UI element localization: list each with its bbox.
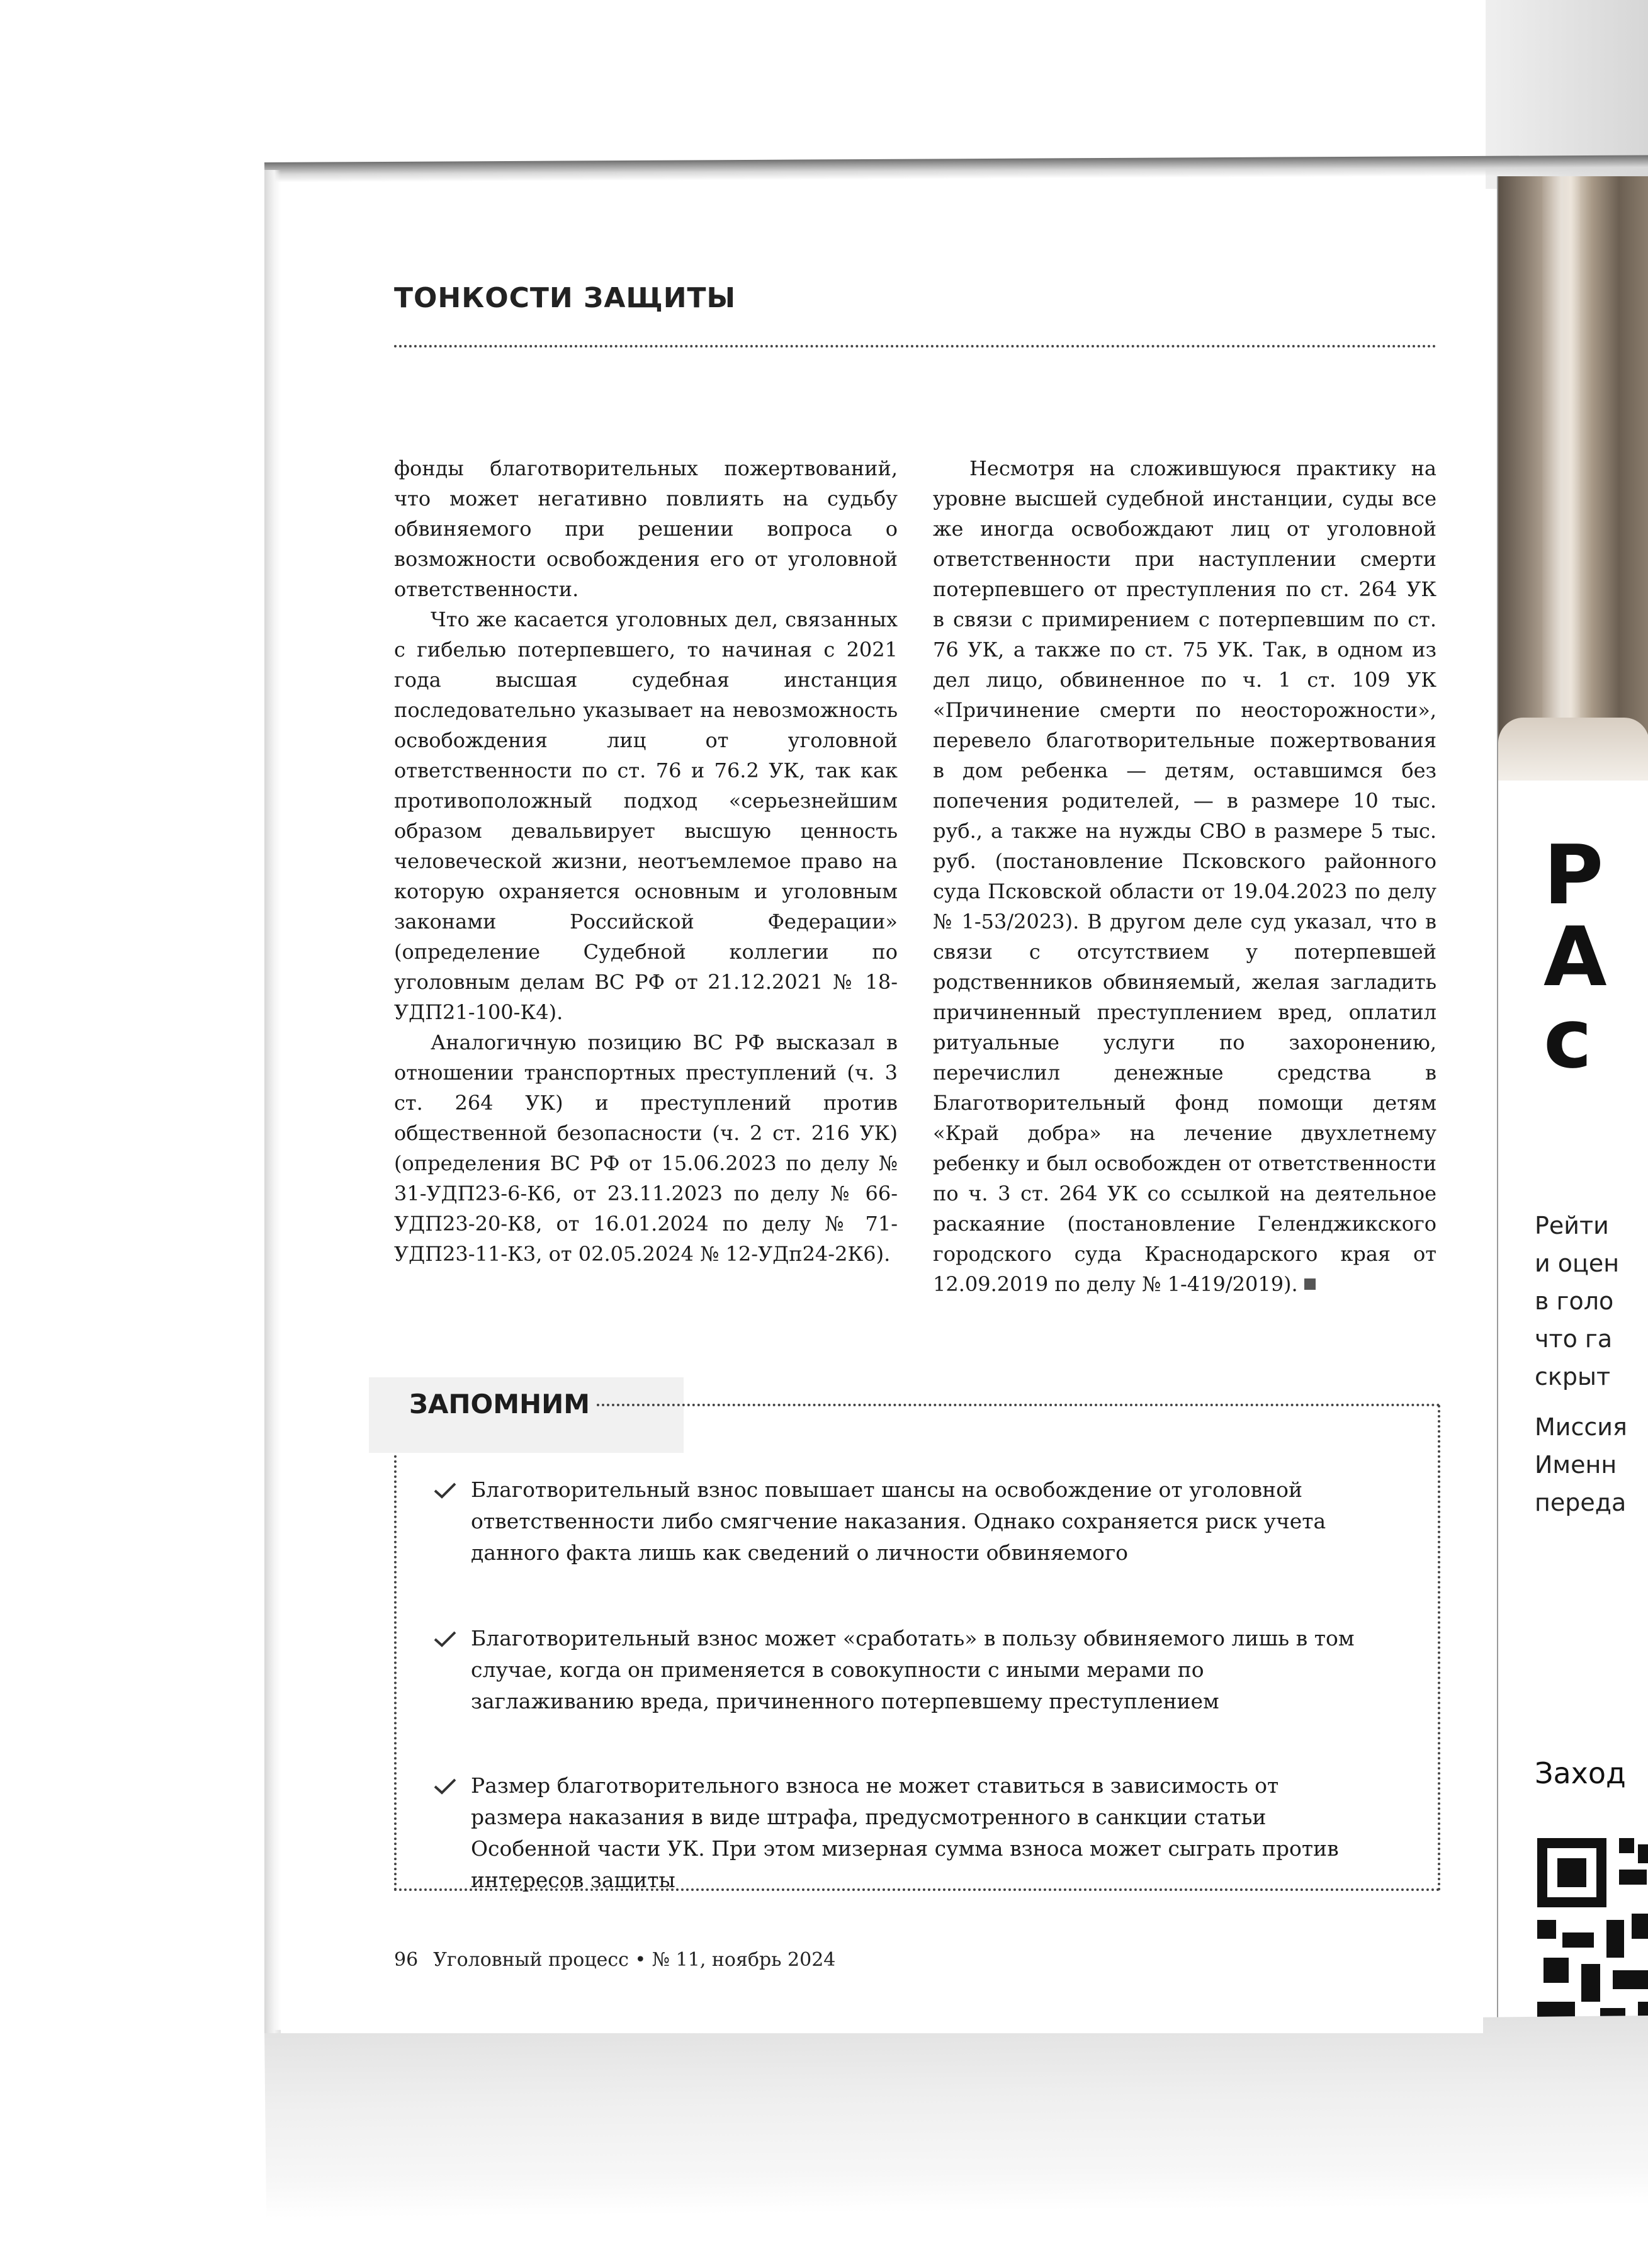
publication-info: Уголовный процесс • № 11, ноябрь 2024 bbox=[433, 1949, 836, 1971]
page-footer bbox=[394, 1949, 835, 1971]
next-page-photo-base bbox=[1498, 718, 1648, 781]
next-page-fragment bbox=[1497, 176, 1648, 2033]
right-paragraph-1 bbox=[933, 453, 1436, 1299]
next-page-text-line: Именн bbox=[1535, 1451, 1617, 1479]
remember-top-divider bbox=[597, 1404, 1440, 1406]
scan-left-shadow bbox=[264, 170, 281, 2033]
scan-bottom-shadow bbox=[264, 2016, 1648, 2219]
next-page-text-line: скрыт bbox=[1535, 1363, 1611, 1391]
left-paragraph-2: Что же касается уголовных дел, связанных с гибелью потерпевшего, то начиная с 2021 года высшая судебная инстанция последовательно указывает на невозможность освобождения лиц от уголовной ответственности по ст. 76 и 76.2 УК, так как противоположный подход «серьезнейшим образом девальвирует высшую ценность человеческой жизни, неотъемлемое право на которую охраняется основным и уголовным законами Российской Федерации» (определение Судебной коллегии по уголовным делам ВС РФ от 21.12.2021 № 18-УДП21-100-К4). bbox=[394, 607, 898, 1024]
checkmark-icon bbox=[433, 1630, 457, 1648]
remember-item-text: Благотворительный взнос повышает шансы на освобождение от уголовной ответственности либо смягчение наказания. Однако сохраняется риск учета данного факта лишь как сведений о личности обвиняемого bbox=[471, 1477, 1326, 1565]
next-page-heading-line-1: Р bbox=[1544, 827, 1604, 923]
next-page-text-line: и оцен bbox=[1535, 1250, 1620, 1277]
article-end-square-icon bbox=[1304, 1278, 1316, 1290]
next-page-goto-label: Заход bbox=[1535, 1756, 1626, 1790]
right-paragraph-1-text: Несмотря на сложившуюся практику на уровне высшей судебной инстанции, суды все же иногда освобождают лиц от уголовной ответственности при наступлении смерти потерпевшего от преступления по ст. 264 УК в связи с примирением с потерпевшим по ст. 76 УК, а также по ст. 75 УК. Так, в одном из дел лицо, обвиненное по ч. 1 ст. 109 УК «Причинение смерти по неосторожности», перевело благотворительные пожертвования в дом ребенка — детям, оставшимся без попечения родителей, — в размере 10 тыс. руб., а также на нужды СВО в размере 5 тыс. руб. (постановление Псковского районного суда Псковской области от 19.04.2023 по делу № 1-53/2023). В другом деле суд указал, что в связи с отсутствием у потерпевшей родственников обвиняемый, желая загладить причиненный преступлением вред, оплатил ритуальные услуги по захоронению, перечислил денежные средства в Благотворительный фонд помощи детям «Край добра» на лечение двухлетнему ребенку и был освобожден от ответственности по ч. 3 ст. 264 УК со ссылкой на деятельное раскаяние (постановление Геленджикского городского суда Краснодарского края от 12.09.2019 по делу № 1-419/2019). bbox=[933, 456, 1436, 1296]
left-column bbox=[394, 453, 898, 1269]
remember-box bbox=[394, 1389, 1440, 1892]
remember-item bbox=[433, 1474, 1365, 1569]
qr-code-icon bbox=[1537, 1838, 1648, 2033]
right-column bbox=[933, 453, 1436, 1299]
header-divider bbox=[394, 345, 1436, 347]
next-page-text-line: Миссия bbox=[1535, 1413, 1627, 1441]
remember-title: ЗАПОМНИМ bbox=[409, 1389, 590, 1419]
remember-item-text: Размер благотворительного взноса не может ставиться в зависимость от размера наказания в виде штрафа, предусмотренного в санкции статьи Особенной части УК. При этом мизерная сумма взноса может сыграть против интересов защиты bbox=[471, 1773, 1339, 1892]
left-paragraph-3: Аналогичную позицию ВС РФ высказал в отношении транспортных преступлений (ч. 3 ст. 264 УК) и преступлений против общественной безопасности (ч. 2 ст. 216 УК) (определения ВС РФ от 15.06.2023 по делу № 31-УДП23-6-К6, от 23.11.2023 по делу № 66-УДП23-20-К8, от 16.01.2024 по делу № 71-УДП23-11-К3, от 02.05.2024 № 12-УДп24-2К6). bbox=[394, 1030, 898, 1266]
checkmark-icon bbox=[433, 1482, 457, 1499]
remember-item bbox=[433, 1623, 1365, 1717]
checkmark-icon bbox=[433, 1778, 457, 1795]
next-page-heading-line-3: с bbox=[1544, 991, 1593, 1086]
next-page-heading-line-2: А bbox=[1544, 909, 1607, 1005]
next-page-text-line: переда bbox=[1535, 1489, 1627, 1516]
magazine-page bbox=[281, 183, 1483, 2033]
next-page-photo bbox=[1498, 176, 1648, 749]
remember-item bbox=[433, 1770, 1365, 1896]
scan-top-shadow bbox=[264, 155, 1648, 183]
next-page-text-line: что га bbox=[1535, 1325, 1613, 1353]
next-page-text-line: Рейти bbox=[1535, 1212, 1609, 1239]
page-number: 96 bbox=[394, 1949, 419, 1971]
left-paragraph-1: фонды благотворительных пожертвований, что может негативно повлиять на судьбу обвиняемого при решении вопроса о возможности освобождения его от уголовной ответственности. bbox=[394, 456, 898, 601]
remember-item-text: Благотворительный взнос может «сработать» в пользу обвиняемого лишь в том случае, когда он применяется в совокупности с иными мерами по заглаживанию вреда, причиненного потерпевшему преступлением bbox=[471, 1626, 1355, 1713]
section-title: ТОНКОСТИ ЗАЩИТЫ bbox=[394, 282, 737, 314]
next-page-text-line: в голо bbox=[1535, 1287, 1614, 1315]
